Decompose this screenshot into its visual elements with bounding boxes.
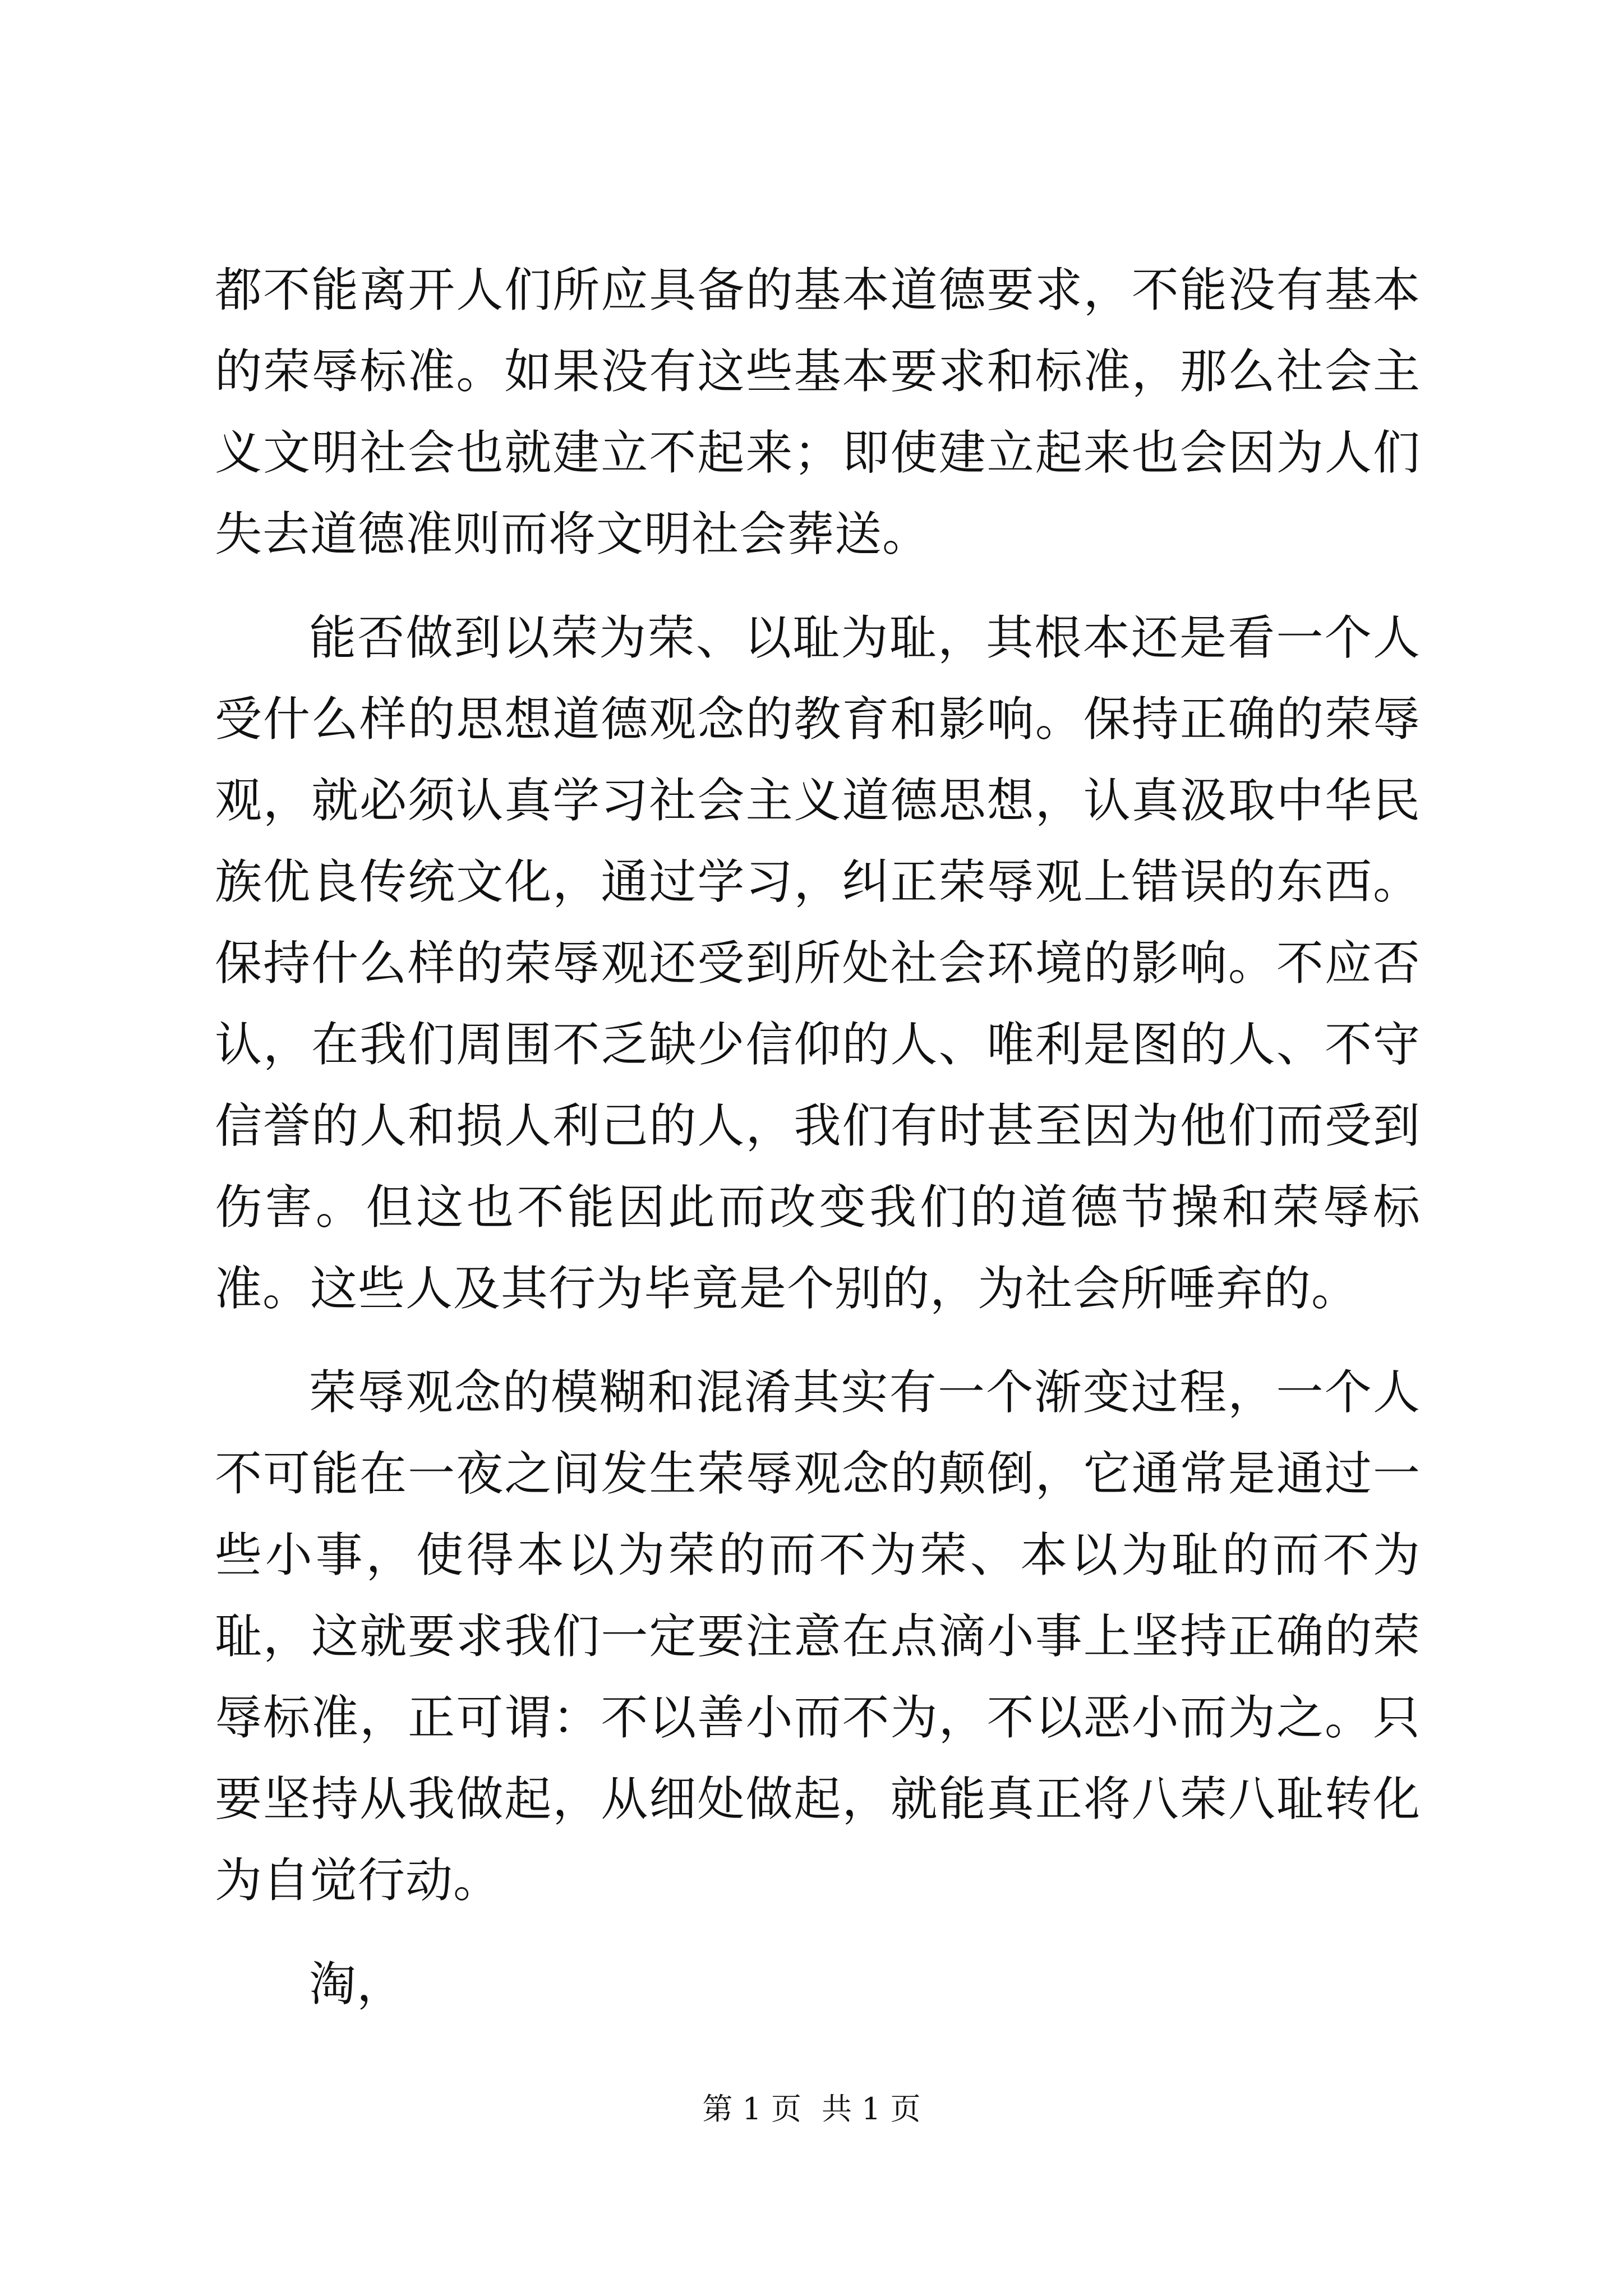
page-number-total: 共 1 页 (822, 2091, 921, 2127)
paragraph-2: 能否做到以荣为荣、以耻为耻，其根本还是看一个人受什么样的思想道德观念的教育和影响。保持正确的荣辱观，就必须认真学习社会主义道德思想，认真汲取中华民族优良传统文化，通过学习，纠正荣辱观上错误的东西。保持什么样的荣辱观还受到所处社会环境的影响。不应否认，在我们周围不乏缺少信仰的人、唯利是图的人、不守信誉的人和损人利己的人，我们有时甚至因为他们而受到伤害。但这也不能因此而改变我们的道德节操和荣辱标准。这些人及其行为毕竟是个别的，为社会所唾弃的。 (215, 610, 1421, 1316)
paragraph-4: 淘， (309, 1957, 405, 2012)
page-number-current: 第 1 页 (702, 2091, 801, 2127)
paragraph-3: 荣辱观念的模糊和混淆其实有一个渐变过程，一个人不可能在一夜之间发生荣辱观念的颠倒，它通常是通过一些小事，使得本以为荣的而不为荣、本以为耻的而不为耻，这就要求我们一定要注意在点滴小事上坚持正确的荣辱标准，正可谓：不以善小而不为，不以恶小而为之。只要坚持从我做起，从细处做起，就能真正将八荣八耻转化为自觉行动。 (215, 1365, 1421, 1908)
page-footer (0, 2090, 1623, 2129)
paragraph-1: 都不能离开人们所应具备的基本道德要求，不能没有基本的荣辱标准。如果没有这些基本要求和标准，那么社会主义文明社会也就建立不起来；即使建立起来也会因为人们失去道德准则而将文明社会葬送。 (215, 263, 1421, 562)
document-body (215, 250, 1421, 2047)
